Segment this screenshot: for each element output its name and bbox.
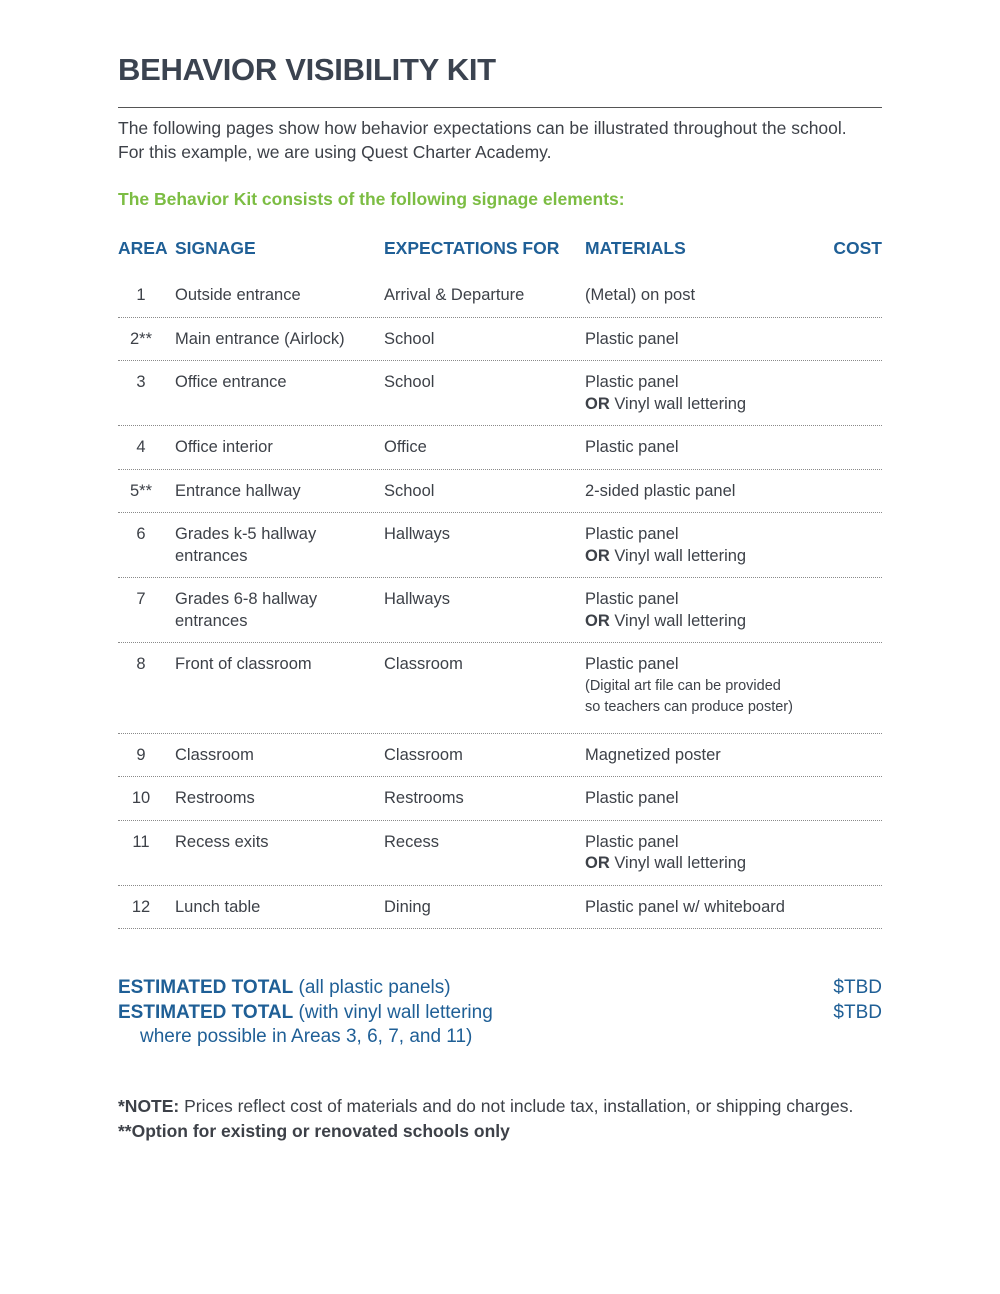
signage-location: Restrooms: [175, 789, 255, 807]
material-primary: Plastic panel: [585, 789, 679, 807]
area-number: 9: [136, 745, 146, 764]
materials: [585, 524, 875, 567]
header-cost: COST: [833, 238, 882, 258]
material-alternative: [585, 546, 875, 568]
or-label: OR: [585, 854, 610, 872]
material-primary: Plastic panel w/ whiteboard: [585, 897, 785, 916]
material-note: so teachers can produce poster): [585, 699, 793, 715]
materials: [585, 285, 875, 307]
signage-location: Office interior: [175, 438, 273, 456]
signage-location: Lunch table: [175, 897, 261, 916]
table-row: [118, 643, 882, 734]
expectations-for: School: [384, 329, 435, 348]
header-area: AREA: [118, 238, 168, 258]
signage-location: Office entrance: [175, 373, 287, 391]
header-materials: MATERIALS: [585, 238, 686, 258]
total-description: (all plastic panels): [298, 977, 451, 998]
intro-paragraph: [118, 116, 898, 164]
table-row: [118, 361, 882, 426]
alternative-material: Vinyl wall lettering: [614, 546, 747, 565]
or-label: OR: [585, 611, 610, 630]
table-row: [118, 426, 882, 470]
table-row: [118, 274, 882, 318]
option-note: [118, 1119, 918, 1144]
or-label: OR: [585, 546, 610, 565]
material-primary: Plastic panel: [585, 590, 679, 608]
area-number: 10: [131, 789, 151, 807]
table-row: [118, 578, 882, 643]
alternative-material: Vinyl wall lettering: [614, 854, 747, 872]
material-note: (Digital art file can be provided: [585, 677, 781, 694]
area-number: 4: [136, 438, 146, 456]
material-primary: Plastic panel: [585, 329, 679, 348]
page-title: BEHAVIOR VISIBILITY KIT: [118, 52, 496, 87]
signage-location: Grades 6-8 hallway entrances: [175, 590, 318, 630]
materials: [585, 788, 875, 810]
table-row: [118, 777, 882, 821]
area-number: 6: [136, 525, 146, 543]
intro-line-1: The following pages show how behavior expectations can be illustrated throughout the school.: [118, 118, 847, 138]
expectations-for: Hallways: [384, 590, 451, 608]
expectations-for: Arrival & Departure: [384, 286, 525, 304]
area-number: 5**: [129, 481, 153, 500]
materials: [585, 329, 875, 351]
signage-location: Front of classroom: [175, 655, 312, 673]
material-primary: Magnetized poster: [585, 745, 721, 764]
material-primary: 2-sided plastic panel: [585, 481, 736, 500]
note-text: Prices reflect cost of materials and do not include tax, installation, or shipping charges.: [184, 1096, 854, 1116]
price-note: [118, 1094, 918, 1119]
signage-location: Entrance hallway: [175, 481, 301, 500]
note-label: *NOTE:: [118, 1096, 180, 1116]
materials: [585, 897, 875, 919]
materials: [585, 372, 875, 415]
area-number: 8: [136, 655, 146, 673]
materials: [585, 589, 875, 632]
section-subheading: The Behavior Kit consists of the following signage elements:: [118, 189, 625, 209]
estimated-totals: [118, 976, 882, 1050]
alternative-material: Vinyl wall lettering: [614, 394, 747, 413]
signage-location: Classroom: [175, 745, 254, 764]
table-row: [118, 734, 882, 778]
alternative-material: Vinyl wall lettering: [614, 611, 747, 630]
signage-location: Grades k-5 hallway entrances: [175, 525, 317, 565]
table-row: [118, 318, 882, 362]
material-alternative: [585, 611, 875, 633]
materials: [585, 437, 875, 459]
total-label: ESTIMATED TOTAL: [118, 977, 294, 998]
total-description-continued: where possible in Areas 3, 6, 7, and 11): [140, 1026, 473, 1047]
total-vinyl-lettering: [118, 1001, 882, 1026]
material-primary: Plastic panel: [585, 832, 679, 851]
signage-location: Outside entrance: [175, 286, 301, 304]
signage-location: Main entrance (Airlock): [175, 329, 345, 348]
area-number: 2**: [129, 329, 153, 348]
area-number: 1: [136, 286, 146, 304]
signage-location: Recess exits: [175, 832, 269, 851]
footnotes: [118, 1094, 918, 1144]
area-number: 7: [136, 590, 146, 608]
materials: [585, 654, 875, 719]
table-header: [118, 238, 882, 262]
table-row: [118, 470, 882, 514]
expectations-for: Office: [384, 438, 427, 456]
materials: [585, 481, 875, 503]
area-number: 3: [136, 373, 146, 391]
total-description: (with vinyl wall lettering: [298, 1001, 493, 1023]
or-label: OR: [585, 394, 610, 413]
materials: [585, 832, 875, 875]
material-alternative: [585, 394, 875, 416]
material-primary: Plastic panel: [585, 373, 679, 391]
total-amount: $TBD: [833, 1001, 882, 1023]
table-row: [118, 821, 882, 886]
total-plastic-panels: [118, 976, 882, 1001]
option-text: **Option for existing or renovated schools only: [118, 1121, 510, 1141]
material-alternative: [585, 853, 875, 875]
table-row: [118, 513, 882, 578]
expectations-for: Dining: [384, 897, 431, 916]
materials: [585, 745, 875, 767]
expectations-for: School: [384, 373, 435, 391]
material-primary: (Metal) on post: [585, 286, 696, 304]
total-label: ESTIMATED TOTAL: [118, 1001, 294, 1023]
expectations-for: Classroom: [384, 655, 463, 673]
material-primary: Plastic panel: [585, 438, 679, 456]
expectations-for: Recess: [384, 832, 440, 851]
total-amount: $TBD: [833, 977, 882, 998]
material-primary: Plastic panel: [585, 525, 679, 543]
material-primary: Plastic panel: [585, 655, 679, 673]
table-row: [118, 886, 882, 930]
area-number: 11: [132, 832, 150, 851]
expectations-for: School: [384, 481, 435, 500]
intro-line-2: For this example, we are using Quest Charter Academy.: [118, 142, 552, 162]
area-number: 12: [131, 897, 151, 916]
signage-table: [118, 274, 882, 929]
expectations-for: Hallways: [384, 525, 451, 543]
expectations-for: Restrooms: [384, 789, 464, 807]
title-divider: [118, 107, 882, 108]
header-expectations: EXPECTATIONS FOR: [384, 238, 560, 258]
expectations-for: Classroom: [384, 745, 463, 764]
header-signage: SIGNAGE: [175, 238, 256, 258]
